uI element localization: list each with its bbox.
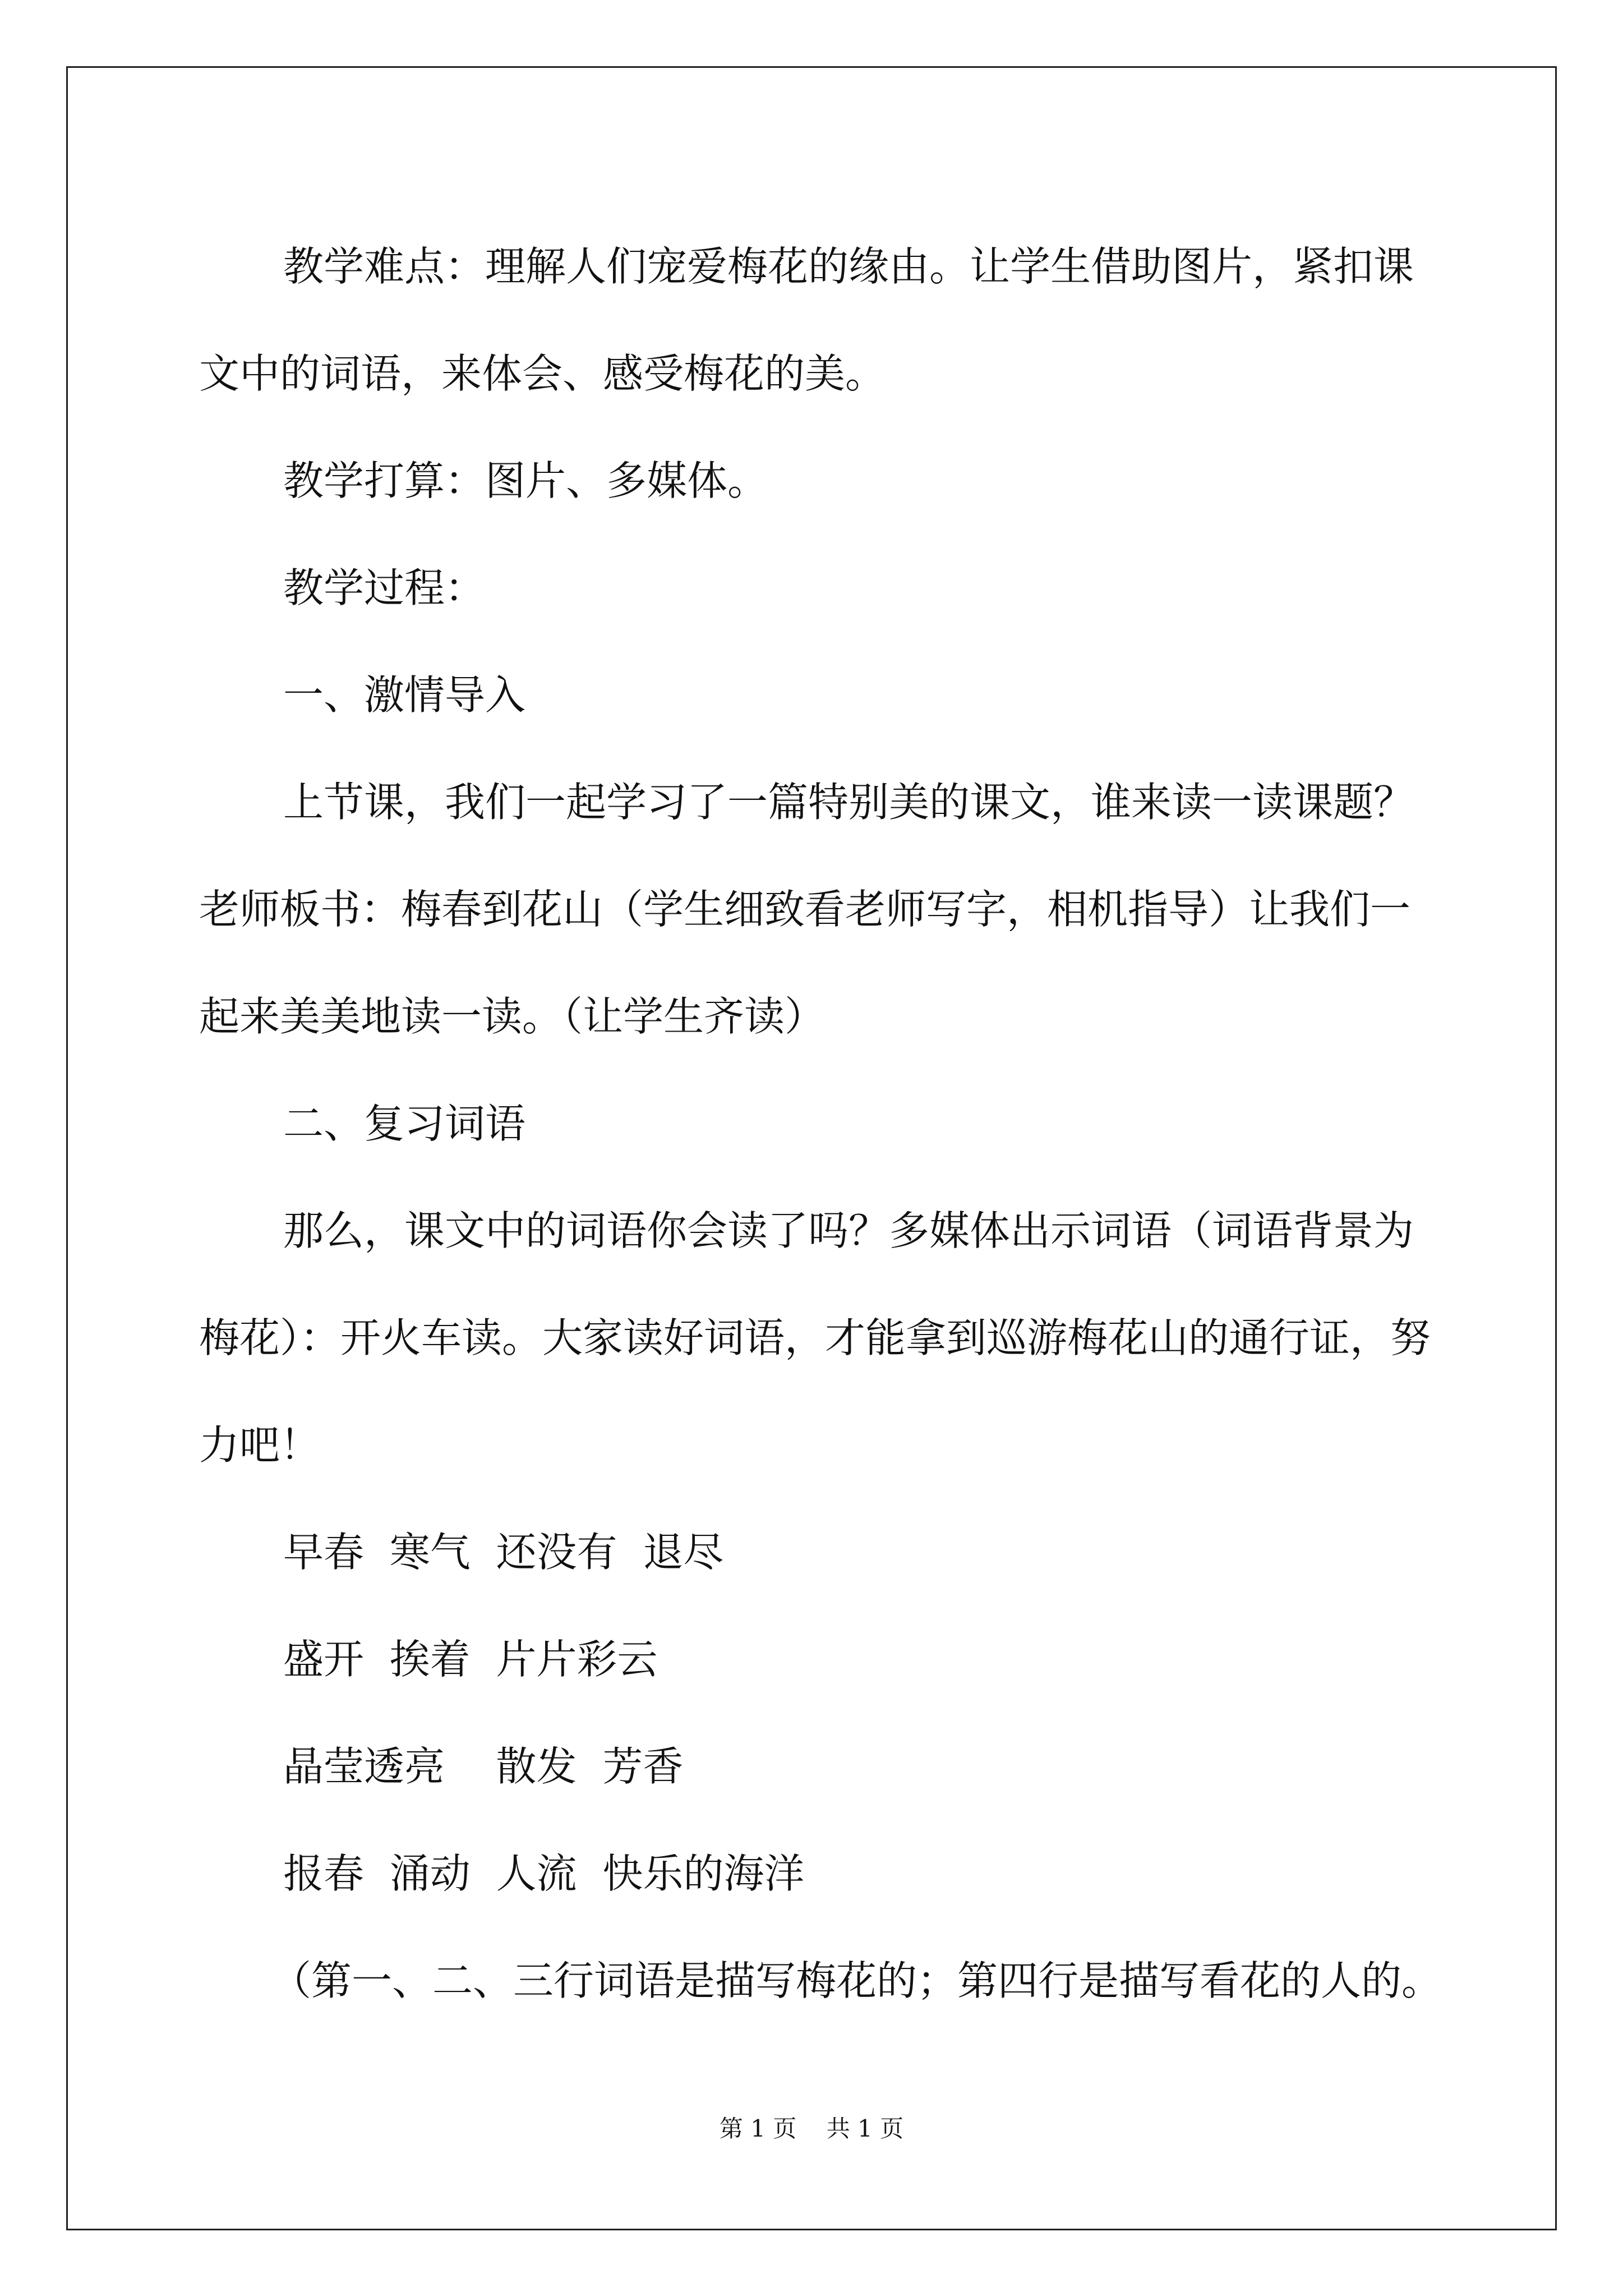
word-list-row-1: 早春 寒气 还没有 退尽 [283, 1529, 724, 1576]
paragraph-intro-line-2: 老师板书：梅春到花山（学生细致看老师写字，相机指导）让我们一 [199, 886, 1411, 933]
paragraph-process-label: 教学过程： [283, 564, 486, 611]
paragraph-review-line-3: 力吧！ [199, 1421, 321, 1469]
paragraph-note: （第一、二、三行词语是描写梅花的；第四行是描写看花的人的。 [271, 1957, 1442, 2004]
word-list-row-4: 报春 涌动 人流 快乐的海洋 [283, 1850, 805, 1897]
word-list-row-3: 晶莹透亮 散发 芳香 [283, 1743, 684, 1790]
paragraph-intro-line-3: 起来美美地读一读。（让学生齐读） [199, 993, 826, 1040]
page-footer: 第 1 页 共 1 页 [719, 2115, 904, 2142]
paragraph-difficulty-line-1: 教学难点：理解人们宠爱梅花的缘由。让学生借助图片，紧扣课 [283, 243, 1414, 290]
section-heading-intro: 一、激情导入 [283, 671, 526, 719]
paragraph-intro-line-1: 上节课，我们一起学习了一篇特别美的课文，谁来读一读课题？ [283, 779, 1414, 826]
section-heading-review: 二、复习词语 [283, 1100, 526, 1147]
paragraph-preparation: 教学打算：图片、多媒体。 [283, 457, 768, 504]
word-list-row-2: 盛开 挨着 片片彩云 [283, 1636, 658, 1683]
document-body [199, 213, 1442, 2035]
paragraph-difficulty-line-2: 文中的词语，来体会、感受梅花的美。 [199, 350, 886, 397]
paragraph-review-line-2: 梅花）：开火车读。大家读好词语，才能拿到巡游梅花山的通行证，努 [199, 1314, 1431, 1361]
paragraph-review-line-1: 那么，课文中的词语你会读了吗？多媒体出示词语（词语背景为 [283, 1207, 1414, 1254]
